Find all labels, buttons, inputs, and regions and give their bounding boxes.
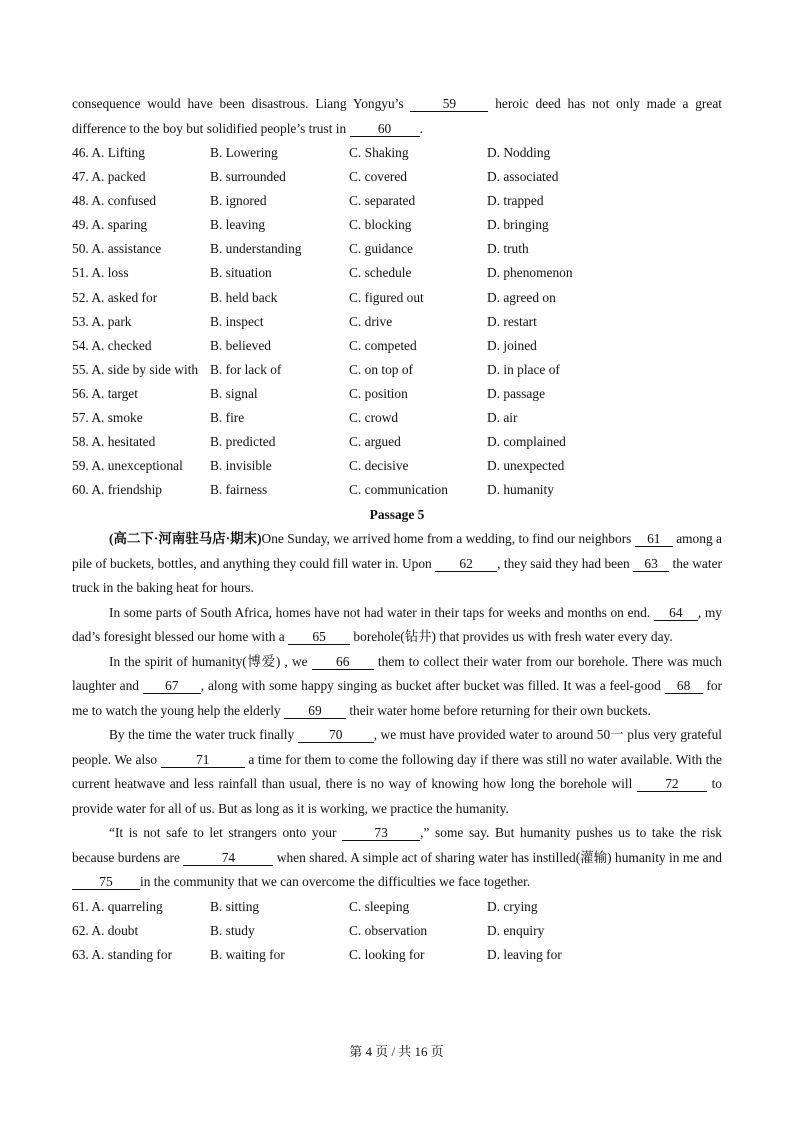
option-c: C. decisive bbox=[349, 458, 409, 474]
option-c: C. guidance bbox=[349, 241, 413, 257]
blank-65: 65 bbox=[288, 629, 350, 645]
text-run: consequence would have been disastrous. Liang Yongyu’s bbox=[72, 96, 411, 111]
option-row bbox=[72, 430, 722, 454]
option-b: B. Lowering bbox=[210, 145, 278, 160]
option-c: C. competed bbox=[349, 337, 417, 353]
text-run: One Sunday, we arrived home from a wedding, to find our neighbors bbox=[261, 531, 635, 547]
option-c: C. on top of bbox=[349, 361, 413, 377]
blank-68: 68 bbox=[665, 678, 703, 694]
option-q-a: 57. A. smoke bbox=[72, 410, 143, 426]
blank-70: 70 bbox=[298, 727, 374, 743]
text-run: In some parts of South Africa, homes have not had water in their taps for weeks and months on end. bbox=[109, 604, 654, 620]
text-run: when shared. A simple act of sharing water has instilled(灌输) humanity in me and bbox=[273, 849, 722, 865]
option-b: B. inspect bbox=[210, 313, 264, 329]
option-d: D. enquiry bbox=[487, 923, 545, 938]
option-b: B. surrounded bbox=[210, 169, 286, 185]
option-row bbox=[72, 165, 722, 189]
option-row bbox=[72, 141, 722, 165]
option-b: B. invisible bbox=[210, 458, 272, 474]
option-c: C. separated bbox=[349, 193, 416, 209]
text-run: for me to watch the young help the elderly bbox=[72, 678, 722, 718]
text-run: heroic deed has not only made a great difference to the boy but solidified people’s trust in bbox=[72, 96, 722, 136]
text-run: , my dad’s foresight blessed our home with a bbox=[72, 604, 722, 645]
option-d: D. in place of bbox=[487, 361, 560, 377]
text-run: among a pile of buckets, bottles, and anything they could fill water in. Upon bbox=[72, 531, 722, 571]
text-run: . bbox=[419, 120, 423, 136]
option-d: D. passage bbox=[487, 385, 546, 401]
option-b: B. believed bbox=[210, 337, 271, 353]
option-row bbox=[72, 478, 722, 502]
option-d: D. humanity bbox=[487, 482, 554, 498]
option-row bbox=[72, 358, 722, 382]
option-b: B. fairness bbox=[210, 482, 268, 498]
option-b: B. ignored bbox=[210, 193, 267, 209]
option-q-a: 53. A. park bbox=[72, 313, 132, 329]
blank-59: 59 bbox=[410, 96, 488, 112]
option-d: D. restart bbox=[487, 313, 537, 329]
option-row bbox=[72, 382, 722, 406]
option-d: D. truth bbox=[487, 241, 529, 257]
blank-73: 73 bbox=[342, 825, 420, 841]
option-row bbox=[72, 189, 722, 213]
text-run: , along with some happy singing as bucket after bucket was filled. It was a feel-good bbox=[200, 678, 665, 694]
option-b: B. fire bbox=[210, 410, 245, 426]
option-row bbox=[72, 943, 722, 967]
option-q-a: 51. A. loss bbox=[72, 265, 129, 281]
passage-paragraph-4 bbox=[72, 723, 722, 821]
option-b: B. predicted bbox=[210, 434, 276, 450]
option-q-a: 50. A. assistance bbox=[72, 241, 162, 257]
option-b: B. study bbox=[210, 923, 255, 938]
option-c: C. schedule bbox=[349, 265, 412, 281]
option-row bbox=[72, 919, 722, 943]
option-c: C. argued bbox=[349, 434, 401, 450]
blank-61: 61 bbox=[635, 531, 673, 547]
blank-72: 72 bbox=[637, 776, 707, 792]
option-d: D. phenomenon bbox=[487, 265, 573, 281]
text-run: the water truck in the baking heat for hours. bbox=[72, 555, 723, 596]
passage-paragraph-1 bbox=[72, 527, 722, 601]
blank-74: 74 bbox=[183, 850, 273, 866]
option-b: B. for lack of bbox=[210, 361, 282, 377]
option-d: D. unexpected bbox=[487, 458, 565, 474]
blank-67: 67 bbox=[143, 678, 201, 694]
text-run: By the time the water truck finally bbox=[109, 727, 298, 743]
option-q-a: 47. A. packed bbox=[72, 169, 146, 185]
option-b: B. situation bbox=[210, 265, 272, 281]
option-row bbox=[72, 261, 722, 285]
option-q-a: 60. A. friendship bbox=[72, 482, 163, 498]
option-row bbox=[72, 334, 722, 358]
option-q-a: 58. A. hesitated bbox=[72, 434, 156, 450]
blank-63: 63 bbox=[633, 556, 669, 572]
option-q-a: 46. A. Lifting bbox=[72, 145, 145, 160]
blank-75: 75 bbox=[72, 874, 140, 890]
options-list-46-60 bbox=[72, 141, 722, 502]
option-d: D. trapped bbox=[487, 193, 544, 209]
text-run: borehole(钻井) that provides us with fresh water every day. bbox=[350, 629, 673, 645]
text-run: In the spirit of humanity(博爱) , we bbox=[109, 653, 312, 669]
option-d: D. associated bbox=[487, 169, 559, 185]
blank-62: 62 bbox=[435, 556, 497, 572]
source-label: (高二下·河南驻马店·期末) bbox=[109, 531, 262, 547]
option-d: D. air bbox=[487, 410, 518, 426]
option-d: D. joined bbox=[487, 337, 537, 353]
option-d: D. crying bbox=[487, 898, 538, 914]
option-d: D. bringing bbox=[487, 217, 549, 233]
option-c: C. drive bbox=[349, 313, 393, 329]
text-run: , they said they had been bbox=[497, 555, 634, 571]
option-d: D. Nodding bbox=[487, 145, 551, 160]
option-c: C. Shaking bbox=[349, 145, 409, 160]
blank-69: 69 bbox=[284, 703, 346, 719]
option-d: D. complained bbox=[487, 434, 566, 450]
option-q-a: 55. A. side by side with bbox=[72, 361, 199, 377]
option-d: D. leaving for bbox=[487, 947, 562, 963]
option-q-a: 62. A. doubt bbox=[72, 923, 139, 938]
option-q-a: 48. A. confused bbox=[72, 193, 157, 209]
text-run: a time for them to come the following day if there was still no water available. With the current heatwave and less rainfall than usual, there is no way of knowing how long the borehole will bbox=[72, 751, 723, 792]
options-list-61-63 bbox=[72, 895, 722, 967]
option-c: C. looking for bbox=[349, 947, 425, 963]
option-row bbox=[72, 286, 722, 310]
option-c: C. position bbox=[349, 385, 408, 401]
option-row bbox=[72, 895, 722, 919]
option-c: C. communication bbox=[349, 482, 448, 498]
page-footer: 第 4 页 / 共 16 页 bbox=[349, 1044, 444, 1059]
option-b: B. held back bbox=[210, 289, 278, 305]
blank-71: 71 bbox=[161, 752, 245, 768]
option-b: B. sitting bbox=[210, 898, 260, 914]
option-c: C. blocking bbox=[349, 217, 412, 233]
option-c: C. observation bbox=[349, 923, 428, 938]
option-b: B. leaving bbox=[210, 217, 266, 233]
text-run: to provide water for all of us. But as long as it is working, we practice the humanity. bbox=[72, 776, 722, 816]
option-row bbox=[72, 213, 722, 237]
passage-paragraph-5 bbox=[72, 821, 722, 895]
option-b: B. signal bbox=[210, 385, 258, 401]
option-q-a: 49. A. sparing bbox=[72, 217, 148, 233]
option-q-a: 54. A. checked bbox=[72, 337, 152, 353]
text-run: , we must have provided water to around 50一 plus very grateful people. We also bbox=[72, 727, 722, 767]
option-row bbox=[72, 237, 722, 261]
option-row bbox=[72, 310, 722, 334]
text-run: “It is not safe to let strangers onto your bbox=[109, 825, 343, 841]
page-content bbox=[72, 92, 722, 967]
option-d: D. agreed on bbox=[487, 289, 556, 305]
blank-60: 60 bbox=[350, 121, 420, 137]
option-q-a: 56. A. target bbox=[72, 385, 138, 401]
text-run: in the community that we can overcome the difficulties we face together. bbox=[140, 874, 531, 890]
option-c: C. crowd bbox=[349, 410, 399, 426]
text-run: them to collect their water from our borehole. There was much laughter and bbox=[72, 653, 723, 694]
passage-paragraph-2 bbox=[72, 601, 722, 650]
option-row bbox=[72, 406, 722, 430]
option-q-a: 63. A. standing for bbox=[72, 947, 173, 963]
option-c: C. covered bbox=[349, 169, 408, 185]
blank-64: 64 bbox=[654, 605, 698, 621]
option-q-a: 59. A. unexceptional bbox=[72, 458, 183, 474]
option-row bbox=[72, 454, 722, 478]
option-c: C. sleeping bbox=[349, 898, 410, 914]
option-c: C. figured out bbox=[349, 289, 424, 305]
option-q-a: 61. A. quarreling bbox=[72, 898, 163, 914]
text-run: their water home before returning for their own buckets. bbox=[345, 702, 651, 718]
passage-paragraph-3 bbox=[72, 650, 722, 724]
option-b: B. understanding bbox=[210, 241, 302, 257]
text-run: ,” some say. But humanity pushes us to take the risk because burdens are bbox=[72, 825, 722, 865]
option-b: B. waiting for bbox=[210, 947, 285, 963]
blank-66: 66 bbox=[312, 654, 374, 670]
option-q-a: 52. A. asked for bbox=[72, 289, 158, 305]
intro-paragraph bbox=[72, 92, 722, 141]
passage-title: Passage 5 bbox=[369, 507, 425, 523]
